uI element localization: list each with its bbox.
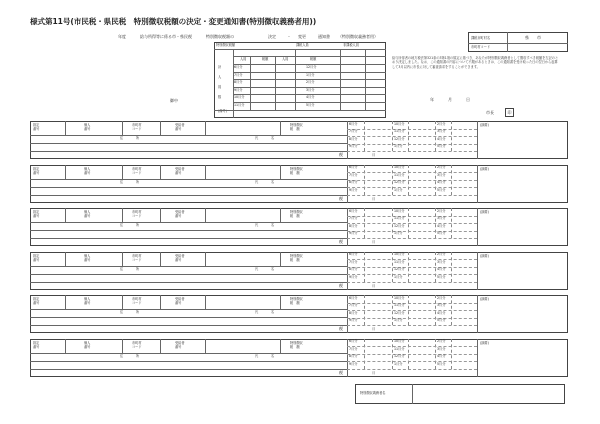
label-biko: (摘要) <box>480 166 489 171</box>
label-tokubetsu: 特別徴収 <box>290 166 303 171</box>
label-biko: (摘要) <box>480 297 489 301</box>
month-label: 8月分 <box>349 310 358 315</box>
label-kanyu: 個人 <box>84 340 91 345</box>
month-label: 10月分 <box>394 295 405 300</box>
month-label: 2月分 <box>437 121 446 126</box>
label-jukyu: 受給者 <box>175 340 185 345</box>
month-label: 1月分 <box>394 187 403 192</box>
label-shichoson: 市町村 <box>132 166 142 171</box>
month-label: 3月分 <box>437 346 446 351</box>
label-month: 月 <box>372 370 376 375</box>
label-shichoson: 市町村 <box>132 340 142 345</box>
label-tokubetsu: 特別徴収 <box>290 297 303 301</box>
label-tokubetsu: 特別徴収 <box>290 123 303 127</box>
header-dot: ・ <box>287 34 291 39</box>
header-notice: 通知書 <box>318 34 330 39</box>
header-year-label: 年度 <box>118 34 126 39</box>
tax-month-label: 11月分 <box>234 102 245 107</box>
month-label: 7月分 <box>349 259 358 264</box>
label-jusho: 住 所 <box>120 353 140 358</box>
label-shimei: 氏 名 <box>255 266 275 271</box>
tax-month-label: 8月分 <box>234 80 243 84</box>
header-paren: （特別徴収義務者用） <box>338 34 378 39</box>
label-kanyu: 番号 <box>84 214 91 218</box>
month-label: 9月分 <box>349 231 358 235</box>
month-label: 4月分 <box>437 354 446 358</box>
month-label: 7月分 <box>349 172 358 177</box>
month-label: 10月分 <box>394 339 405 343</box>
month-label: 9月分 <box>349 274 358 279</box>
header-desc2: 特別徴収税額の <box>206 34 234 39</box>
label-shitei: 番号 <box>33 214 40 218</box>
label-month: 月 <box>372 153 376 157</box>
date-day: 日 <box>466 97 470 102</box>
label-jukyu: 番号 <box>175 170 182 175</box>
tax-col-header: 税額 <box>262 57 269 61</box>
tax-month-label: 12月分 <box>306 65 317 69</box>
month-label: 6月分 <box>349 121 358 126</box>
label-jukyu: 番号 <box>175 214 182 218</box>
date-year: 年 <box>430 97 434 102</box>
label-shitei: 指定 <box>33 253 40 258</box>
label-zei: 税 <box>339 152 343 157</box>
date-month: 月 <box>448 97 452 102</box>
label-shitei: 番号 <box>33 127 40 131</box>
city-value: 県 市 <box>525 35 541 40</box>
tax-month-label: 4月分 <box>306 95 315 99</box>
month-label: 3月分 <box>437 259 446 264</box>
label-shimei: 氏 名 <box>255 353 275 358</box>
month-label: 10月分 <box>394 208 405 213</box>
tax-month-label: 5月分 <box>306 102 315 107</box>
label-kanyu: 番号 <box>84 127 91 131</box>
label-zei: 税 <box>339 369 343 375</box>
label-jukyu: 受給者 <box>175 166 185 171</box>
month-label: 8月分 <box>349 267 358 271</box>
month-label: 12月分 <box>394 223 405 228</box>
label-shitei: 番号 <box>33 257 40 262</box>
obligor-box <box>355 384 565 404</box>
month-label: 2月分 <box>437 339 446 343</box>
month-label: 2月分 <box>437 252 446 256</box>
city-code-label: 市町村コード <box>471 45 491 49</box>
month-label: 6月分 <box>349 208 358 213</box>
label-jusho: 住 所 <box>120 136 140 140</box>
tax-month-label: 6月分 <box>234 65 243 69</box>
tax-side-label: 数 <box>218 95 222 99</box>
tax-month-label: 9月分 <box>234 87 243 92</box>
label-jukyu: 受給者 <box>175 253 185 258</box>
month-label: 4月分 <box>437 267 446 271</box>
month-label: 9月分 <box>349 187 358 192</box>
month-label: 6月分 <box>349 165 358 169</box>
label-month: 月 <box>372 196 376 201</box>
month-label: 11月分 <box>394 259 405 264</box>
label-shichoson: コード <box>132 214 142 218</box>
month-label: 9月分 <box>349 361 358 366</box>
label-jukyu: 受給者 <box>175 123 185 127</box>
tax-side-label: 員 <box>218 85 222 89</box>
month-label: 2月分 <box>437 208 446 213</box>
label-kanyu: 番号 <box>84 257 91 262</box>
label-tokubetsu: 税 額 <box>290 344 300 349</box>
label-shitei: 番号 <box>33 170 40 175</box>
tax-month-label: 10月分 <box>234 95 245 99</box>
label-tokubetsu: 税 額 <box>290 301 300 305</box>
label-biko: (摘要) <box>480 253 489 258</box>
month-label: 7月分 <box>349 303 358 307</box>
label-tokubetsu: 税 額 <box>290 214 300 218</box>
label-jukyu: 受給者 <box>175 210 185 214</box>
label-jukyu: 番号 <box>175 301 182 305</box>
label-shichoson: 市町村 <box>132 123 142 127</box>
month-label: 7月分 <box>349 129 358 133</box>
label-shimei: 氏 名 <box>255 179 275 184</box>
label-shitei: 指定 <box>33 297 40 301</box>
label-shitei: 指定 <box>33 166 40 171</box>
month-label: 12月分 <box>394 354 405 358</box>
label-shichoson: コード <box>132 344 142 349</box>
month-label: 6月分 <box>349 295 358 300</box>
tax-side-label: 計 <box>218 65 222 69</box>
label-kanyu: 番号 <box>84 344 91 349</box>
label-tokubetsu: 特別徴収 <box>290 210 303 214</box>
label-kanyu: 番号 <box>84 170 91 175</box>
label-shichoson: コード <box>132 257 142 262</box>
label-kanyu: 個人 <box>84 253 91 258</box>
month-label: 9月分 <box>349 318 358 322</box>
month-label: 5月分 <box>437 187 446 192</box>
month-label: 4月分 <box>437 136 446 141</box>
month-label: 2月分 <box>437 295 446 300</box>
tax-table-title: 特別徴収税額 <box>216 43 236 47</box>
month-label: 8月分 <box>349 180 358 184</box>
addressee: 御中 <box>170 98 178 103</box>
month-label: 5月分 <box>437 231 446 235</box>
city-label: 課税市町村名 <box>471 36 491 40</box>
tax-col-header: 税額 <box>310 57 317 61</box>
label-kanyu: 番号 <box>84 301 91 305</box>
month-label: 10月分 <box>394 252 405 256</box>
label-jukyu: 受給者 <box>175 297 185 301</box>
label-shichoson: 市町村 <box>132 210 142 214</box>
obligor-label: 特別徴収義務者名 <box>360 391 386 395</box>
label-kanyu: 個人 <box>84 166 91 171</box>
month-label: 7月分 <box>349 346 358 351</box>
header-change: 変更 <box>298 34 306 39</box>
label-jukyu: 番号 <box>175 127 182 131</box>
month-label: 11月分 <box>394 303 405 307</box>
label-zei: 税 <box>339 195 343 201</box>
tax-side-label: 人 <box>218 75 222 79</box>
notes-text: 給与所得者の地方税法第321条の3第1項の規定に基づき、あなたが特別徴収義務者として徴収すべき税額を左記のとおり決定しました。なお、この通知書の内容について不服があるときは、この通知書を受け取った日の翌日から起算して3月以内に市長に対して審査請求をすることができます。 <box>392 56 559 69</box>
label-shitei: 指定 <box>33 210 40 214</box>
label-biko: (摘要) <box>480 210 489 214</box>
label-jukyu: 番号 <box>175 344 182 349</box>
month-label: 3月分 <box>437 129 446 133</box>
label-jusho: 住 所 <box>120 223 140 227</box>
label-shichoson: コード <box>132 127 142 131</box>
tax-col-header: 人員 <box>282 57 289 61</box>
month-label: 4月分 <box>437 310 446 315</box>
label-shichoson: 市町村 <box>132 297 142 301</box>
month-label: 1月分 <box>394 144 403 148</box>
label-shichoson: コード <box>132 301 142 305</box>
label-shichoson: コード <box>132 170 142 175</box>
tax-group1: 課税人員 <box>296 43 309 47</box>
label-jukyu: 番号 <box>175 257 182 262</box>
label-shitei: 指定 <box>33 123 40 127</box>
label-shitei: 番号 <box>33 301 40 305</box>
month-label: 1月分 <box>394 318 403 322</box>
label-month: 月 <box>372 240 376 244</box>
label-shitei: 指定 <box>33 340 40 345</box>
tax-month-label: 7月分 <box>234 72 243 77</box>
month-label: 8月分 <box>349 136 358 141</box>
label-shimei: 氏 名 <box>255 310 275 314</box>
label-zei: 税 <box>339 282 343 288</box>
month-label: 5月分 <box>437 361 446 366</box>
label-jusho: 住 所 <box>120 310 140 314</box>
tax-remarks: (備考) <box>218 109 227 113</box>
label-shitei: 番号 <box>33 344 40 349</box>
tax-col-header: 人員 <box>240 57 247 61</box>
month-label: 11月分 <box>394 216 405 220</box>
label-zei: 税 <box>339 326 343 331</box>
label-kanyu: 個人 <box>84 297 91 301</box>
month-label: 6月分 <box>349 252 358 256</box>
month-label: 3月分 <box>437 303 446 307</box>
month-label: 12月分 <box>394 310 405 315</box>
label-kanyu: 個人 <box>84 210 91 214</box>
label-kanyu: 個人 <box>84 123 91 127</box>
month-label: 6月分 <box>349 339 358 343</box>
month-label: 9月分 <box>349 144 358 148</box>
label-zei: 税 <box>339 239 343 244</box>
month-label: 1月分 <box>394 361 403 366</box>
label-tokubetsu: 特別徴収 <box>290 253 303 258</box>
month-label: 12月分 <box>394 136 405 141</box>
label-month: 月 <box>372 327 376 331</box>
month-label: 12月分 <box>394 180 405 184</box>
month-label: 12月分 <box>394 267 405 271</box>
seal-box: 印 <box>505 108 514 117</box>
label-tokubetsu: 税 額 <box>290 127 300 131</box>
month-label: 2月分 <box>437 165 446 169</box>
month-label: 4月分 <box>437 223 446 228</box>
form-title: 様式第11号(市民税・県民税 特別徴収税額の決定・変更通知書(特別徴収義務者用)) <box>30 17 317 26</box>
label-biko: (摘要) <box>480 340 489 345</box>
month-label: 5月分 <box>437 318 446 322</box>
label-biko: (摘要) <box>480 123 489 127</box>
month-label: 8月分 <box>349 223 358 228</box>
label-tokubetsu: 特別徴収 <box>290 340 303 345</box>
tax-month-label: 2月分 <box>306 80 315 84</box>
month-label: 11月分 <box>394 129 405 133</box>
month-label: 10月分 <box>394 165 405 169</box>
mayor-label: 市長 <box>486 110 494 115</box>
label-tokubetsu: 税 額 <box>290 170 300 175</box>
month-label: 11月分 <box>394 172 405 177</box>
month-label: 10月分 <box>394 121 405 126</box>
label-jusho: 住 所 <box>120 266 140 271</box>
header-desc: 給与所得等に係る市・県民税 <box>140 34 192 39</box>
month-label: 7月分 <box>349 216 358 220</box>
tax-month-label: 3月分 <box>306 87 315 92</box>
label-shimei: 氏 名 <box>255 136 275 140</box>
label-shimei: 氏 名 <box>255 223 275 227</box>
month-label: 5月分 <box>437 274 446 279</box>
month-label: 8月分 <box>349 354 358 358</box>
label-tokubetsu: 税 額 <box>290 257 300 262</box>
tax-month-label: 1月分 <box>306 72 315 77</box>
label-jusho: 住 所 <box>120 179 140 184</box>
tax-group2: 非課税人員 <box>343 43 359 47</box>
month-label: 4月分 <box>437 180 446 184</box>
month-label: 5月分 <box>437 144 446 148</box>
label-month: 月 <box>372 283 376 288</box>
month-label: 1月分 <box>394 231 403 235</box>
month-label: 1月分 <box>394 274 403 279</box>
month-label: 11月分 <box>394 346 405 351</box>
month-label: 3月分 <box>437 172 446 177</box>
month-label: 3月分 <box>437 216 446 220</box>
label-shichoson: 市町村 <box>132 253 142 258</box>
header-decide: 決定 <box>268 34 276 39</box>
